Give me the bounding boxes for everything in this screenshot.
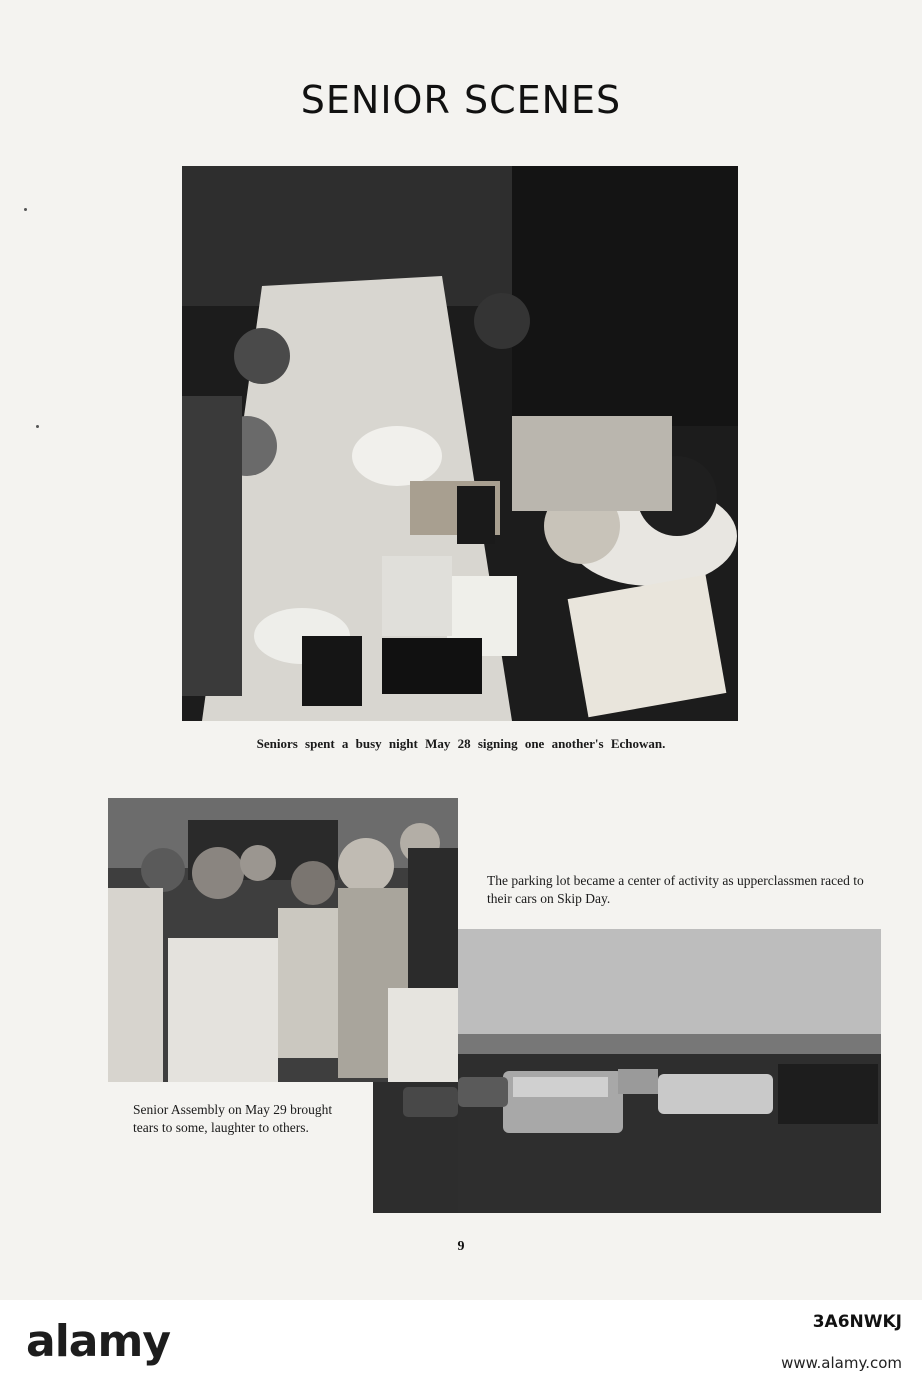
caption-parking: The parking lot became a center of activity as upperclassmen raced to their cars on Skip Day. bbox=[487, 873, 864, 906]
stock-image-id: 3A6NWKJ bbox=[812, 1312, 902, 1332]
page-title: SENIOR SCENES bbox=[300, 78, 622, 122]
speck bbox=[24, 208, 27, 211]
photo-signing-image bbox=[182, 166, 738, 721]
photo-parking-lower-image bbox=[373, 1082, 458, 1213]
photo-parking-lot bbox=[458, 929, 881, 1213]
speck bbox=[36, 425, 39, 428]
page-number: 9 bbox=[457, 1239, 465, 1254]
stock-footer bbox=[0, 1300, 922, 1390]
brand-logo: alamy bbox=[26, 1316, 170, 1367]
photo-assembly-image bbox=[108, 798, 458, 1082]
stock-url-link[interactable]: www.alamy.com bbox=[781, 1354, 902, 1372]
photo-parking-image bbox=[458, 929, 881, 1213]
caption-assembly: Senior Assembly on May 29 brought tears to some, laughter to others. bbox=[133, 1102, 333, 1135]
photo-senior-assembly bbox=[108, 798, 458, 1082]
caption-signing: Seniors spent a busy night May 28 signing one another's Echowan. bbox=[256, 736, 666, 751]
photo-signing-yearbooks bbox=[182, 166, 738, 721]
photo-parking-lot-lower bbox=[373, 1082, 458, 1213]
